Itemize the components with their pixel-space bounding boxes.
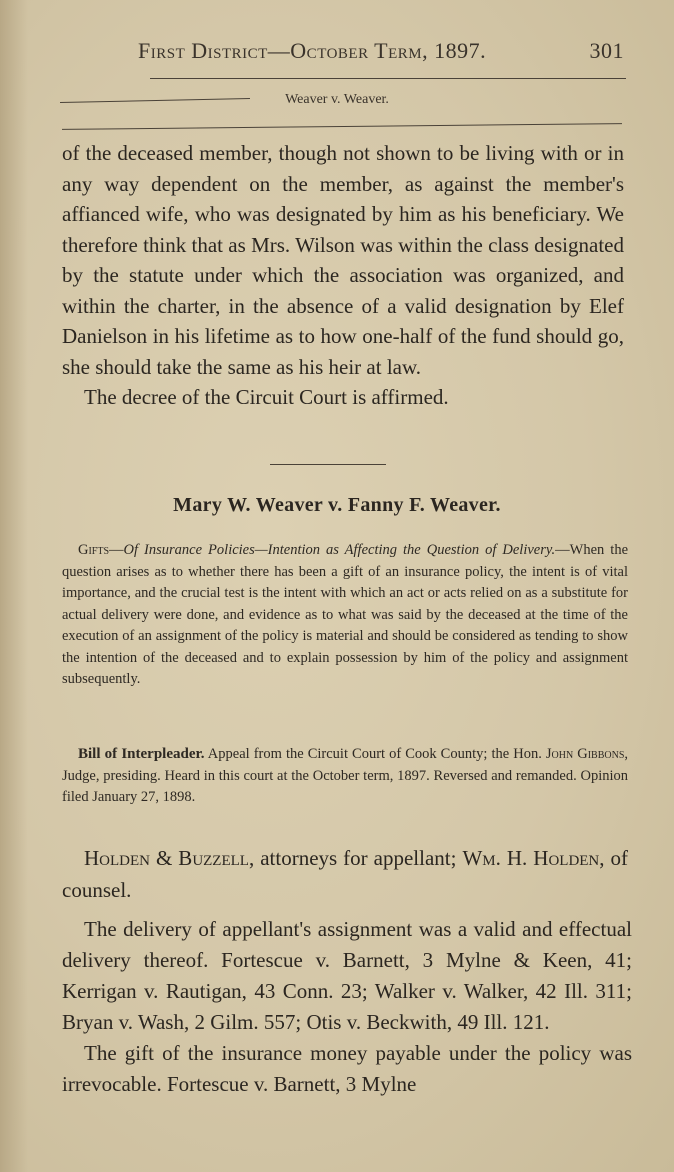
judge-name: John Gibbons bbox=[545, 746, 625, 762]
argument-paragraph-1: The delivery of appellant's assignment was a valid and effectual delivery thereof. Fortescue v. Barnett, 3 Mylne & Keen, 41; Kerrigan v. Rautigan, 43 Conn. 23; Walker v. Walker, 42 Ill. 311; Bryan v. Wash, 2 Gilm. 557; Otis v. Beckwith, 49 Ill. 121. bbox=[62, 917, 632, 1034]
opinion-paragraph: of the deceased member, though not shown to be living with or in any way dependent on the member, as against the member's affianced wife, who was designated by him as his beneficiary. We therefore think that as Mrs. Wilson was within the class designated by the statute under which the association was organized, and within the charter, in the absence of a valid designation by Elef Danielson in his lifetime as to how one-half of the fund should go, she should take the same as his heir at law. bbox=[62, 141, 624, 379]
header-rule bbox=[150, 78, 626, 79]
counsel-attorney: Wm. H. Holden bbox=[462, 846, 600, 870]
caption-bottom-rule bbox=[62, 123, 622, 130]
headnote-subtopic: Of Insurance Policies—Intention as Affecting the Question of Delivery. bbox=[123, 542, 556, 558]
page-number: 301 bbox=[589, 38, 624, 63]
procedural-text-1: Appeal from the Circuit Court of Cook County; the Hon. bbox=[204, 746, 546, 762]
appellant-argument bbox=[62, 914, 632, 1100]
case-separator-rule bbox=[270, 464, 386, 465]
argument-paragraph-2: The gift of the insurance money payable under the policy was irrevocable. Fortescue v. Barnett, 3 Mylne bbox=[62, 1041, 632, 1096]
counsel-text-2: , of counsel. bbox=[62, 846, 629, 902]
counsel-line bbox=[62, 842, 628, 906]
running-head-title: First District—October Term, 1897. bbox=[138, 38, 487, 63]
case-heading: Mary W. Weaver v. Fanny F. Weaver. bbox=[173, 494, 501, 516]
case-caption: Weaver v. Weaver. bbox=[285, 92, 389, 107]
continued-opinion bbox=[62, 138, 624, 413]
counsel-text-1: , attorneys for appellant; bbox=[248, 846, 463, 870]
law-firm: Holden & Buzzell bbox=[84, 846, 249, 870]
headnote-text: —When the question arises as to whether there has been a gift of an insurance policy, the intent is of vital importance, and the crucial test is the intent with which an act or acts relied on as a substitute for actual delivery were done, and evidence as to what was said by the deceased at the time of the execution of an assignment of the policy is material and should be considered as tending to show the intention of the deceased and to explain possession by him of the policy and assignment subsequently. bbox=[62, 542, 629, 687]
procedural-history bbox=[62, 744, 628, 809]
headnote bbox=[62, 540, 628, 691]
proceeding-type: Bill of Interpleader. bbox=[78, 746, 205, 762]
headnote-topic: Gifts— bbox=[78, 542, 124, 558]
decree-statement: The decree of the Circuit Court is affirmed. bbox=[84, 385, 449, 409]
procedural-text-2: , Judge, presiding. Heard in this court at the October term, 1897. Reversed and remanded. Opinion filed January 27, 1898. bbox=[62, 746, 629, 805]
